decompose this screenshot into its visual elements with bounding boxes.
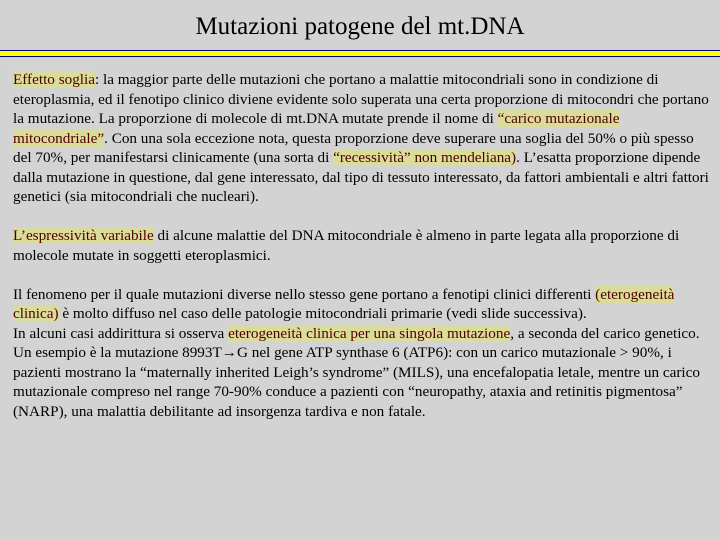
term-carico-mutazionale: “carico mutazionale mitocondriale” [13,110,620,147]
paragraph-text: . L’esatta proporzione dipende dalla mutazione in questione, dal gene interessato, dal tipo di tessuto interessato, da fattori ambientali e altri fattori genetici (sia mitocondriali che nucleari). [13,149,709,205]
paragraph-gap [13,265,710,285]
paragraph-text: In alcuni casi addirittura si osserva [13,324,229,342]
term-espressivita-variabile: L’espressività variabile [13,227,154,244]
paragraph-effetto-soglia [13,70,710,207]
paragraph-esempio-8993 [13,324,710,422]
paragraph-espressivita [13,226,710,265]
paragraph-text: . Con una sola eccezione nota, questa proporzione deve superare una soglia del 50% o più spesso del 70%, per manifestarsi clinicamente (una sorta di [13,129,694,166]
title-divider [0,50,720,57]
paragraph-text: Il fenomeno per il quale mutazioni diverse nello stesso gene portano a fenotipi clinici differenti [13,285,596,303]
term-eterogeneita-clinica: (eterogeneità clinica) [13,285,675,322]
term-recessivita: “recessività” non mendeliana) [333,149,517,166]
slide-title: Mutazioni patogene del mt.DNA [195,13,525,40]
paragraph-text: di alcune malattie del DNA mitocondriale è almeno in parte legata alla proporzione di molecole mutate in soggetti eteroplasmici. [13,227,680,264]
paragraph-text: : la maggior parte delle mutazioni che portano a malattie mitocondriali sono in condizione di eteroplasmia, ed il fenotipo clinico diviene evidente solo superata una certa proporzione di mitocondri che portano la mutazione. La proporzione di molecole di mt.DNA mutate prende il nome di [13,71,709,127]
term-eterogeneita-singola-mutazione: eterogeneità clinica per una singola mutazione [228,324,511,342]
paragraph-text: è molto diffuso nel caso delle patologie mitocondriali primarie (vedi slide successiva). [58,305,587,322]
paragraph-text: , a seconda del carico genetico. Un esempio è la mutazione 8993T→G nel gene ATP synthase 6 (ATP6): con un carico mutazionale > 90%, i pazienti mostrano la “maternally inherited Leigh’s syndrome” (MILS), una encefalopatia letale, mentre un carico mutazionale compreso nel range 70-90% conduce a pazienti con “neuropathy, ataxia and retinitis pigmentosa” (NARP), una malattia debilitante ad insorgenza tardiva e non fatale. [13,324,700,420]
paragraph-gap [13,207,710,227]
term-effetto-soglia: Effetto soglia [13,71,95,88]
slide-body [13,70,710,421]
paragraph-eterogeneita [13,285,710,324]
